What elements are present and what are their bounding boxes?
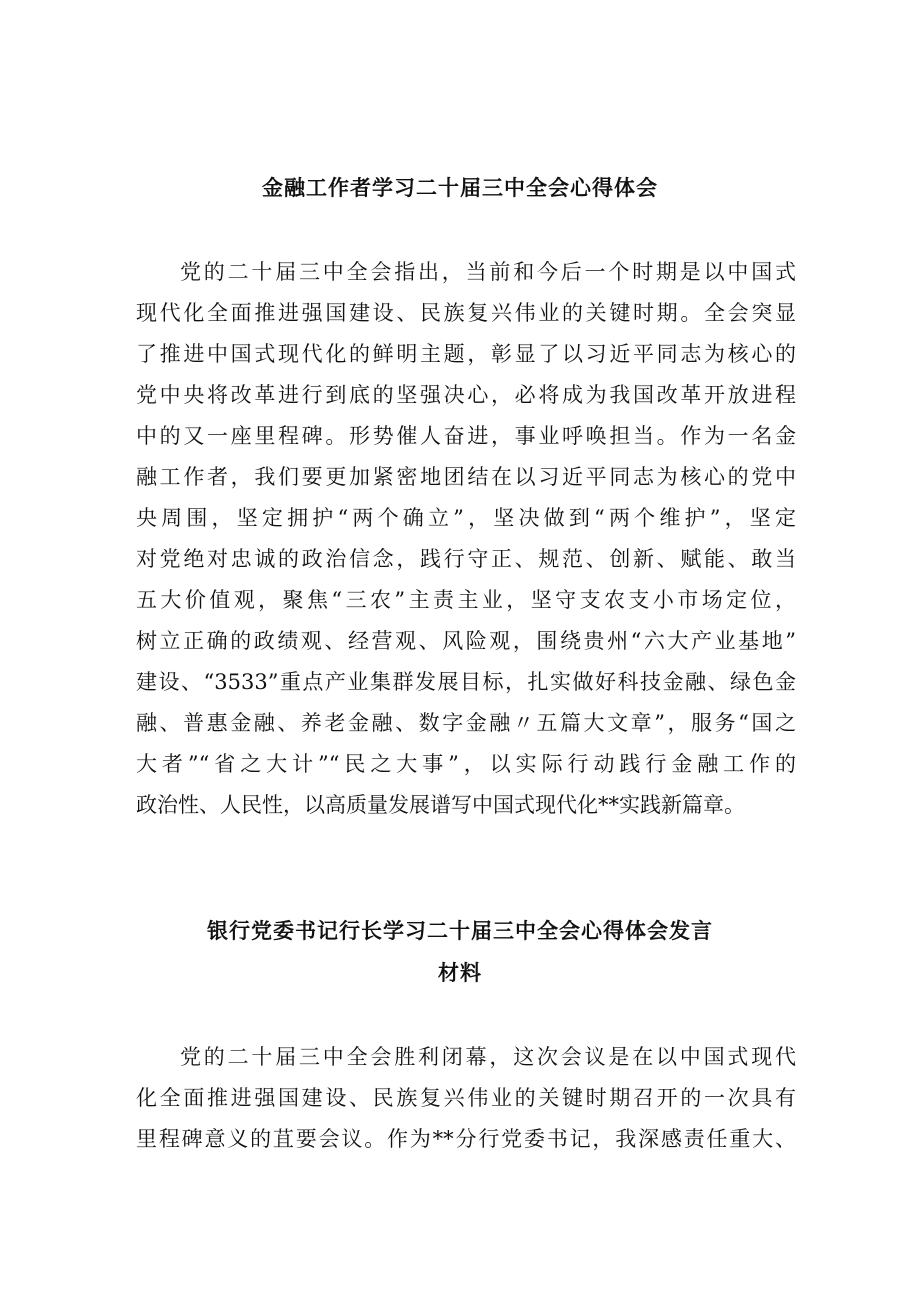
- paragraph-line: 了推进中国式现代化的鲜明主题，彰显了以习近平同志为核心的: [136, 342, 796, 366]
- paragraph-line: 党的二十届三中全会胜利闭幕，这次会议是在以中国式现代: [180, 1045, 796, 1069]
- paragraph-line: 央周围，坚定拥护“两个确立”，坚决做到“两个维护”，坚定: [136, 506, 796, 530]
- paragraph-line: 政治性、人民性，以高质量发展谱写中国式现代化**实践新篇章。: [136, 793, 745, 817]
- section1-title: 金融工作者学习二十届三中全会心得体会: [262, 176, 658, 200]
- section2-title: [0, 910, 920, 994]
- section2-title-line: 银行党委书记行长学习二十届三中全会心得体会发言: [207, 919, 713, 943]
- paragraph-line: 五大价值观，聚焦“三农”主责主业，坚守支农支小市场定位，: [136, 588, 796, 612]
- paragraph-line: 里程碑意义的苴要会议。作为**分行党委书记，我深感责任重大、: [136, 1127, 796, 1151]
- paragraph-line: 树立正确的政绩观、经营观、风险观，围绕贵州“六大产业基地”: [136, 629, 796, 653]
- paragraph-line: 融工作者，我们要更加紧密地团结在以习近平同志为核心的党中: [136, 465, 796, 489]
- section1-paragraph: [136, 252, 796, 826]
- section2-paragraph: [136, 1037, 796, 1160]
- paragraph-line: 大者”“省之大计”“民之大事”，以实际行动践行金融工作的: [136, 752, 796, 776]
- paragraph-line: 现代化全面推进强国建设、民族复兴伟业的关键时期。全会突显: [136, 301, 796, 325]
- paragraph-line: 对党绝对忠诚的政治信念，践行守正、规范、创新、赋能、敢当: [136, 547, 796, 571]
- paragraph-line: 中的又一座里程碑。形势催人奋进，事业呼唤担当。作为一名金: [136, 424, 796, 448]
- paragraph-line: 建设、“3533”重点产业集群发展目标，扎实做好科技金融、绿色金: [136, 670, 796, 694]
- paragraph-line: 融、普惠金融、养老金融、数字金融〃五篇大文章”，服务“国之: [136, 711, 796, 735]
- paragraph-line: 党的二十届三中全会指出，当前和今后一个时期是以中国式: [180, 260, 796, 284]
- section2-title-line: 材料: [438, 961, 482, 985]
- paragraph-line: 化全面推进强国建设、民族复兴伟业的关键时期召开的一次具有: [136, 1086, 796, 1110]
- paragraph-line: 党中央将改革进行到底的坚强决心，必将成为我国改革开放进程: [136, 383, 796, 407]
